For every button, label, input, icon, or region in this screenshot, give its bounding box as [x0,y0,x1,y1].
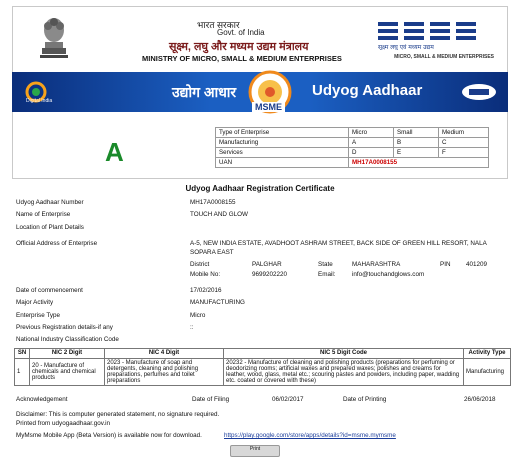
udyog-hindi-title: उद्योग आधार [172,84,237,100]
official-address-label: Official Address of Enterprise [16,240,98,247]
major-activity-label: Major Activity [16,299,54,306]
table-row: 1 20 - Manufacture of chemicals and chemical products 2023 - Manufacture of soap and detergents, cleaning and polishing preparations, perfumes and toilet preparations 20232 - Manufacture of cleaning and polishing products (preparations for perfuming or deodorizing rooms; artificial waxes and prepared waxes; polishes and creams for leather, wood, glass, metal etc.; scouring pastes and powders, including paper, wadding etc. coated or covered with these) Manufacturing [15,359,511,386]
national-emblem-icon [34,12,74,60]
commencement-value: 17/02/2016 [190,287,222,294]
header [12,8,508,70]
email-value: info@touchandglows.com [352,271,425,278]
state-value: MAHARASHTRA [352,261,401,268]
app-download-link[interactable]: https://play.google.com/store/apps/details?id=msme.mymsme [224,432,396,439]
udyog-aadhaar-banner [12,72,508,112]
pin-label: PIN [440,261,451,268]
svg-text:सूक्ष्म लघु एवं मध्यम उद्यम: सूक्ष्म लघु एवं मध्यम उद्यम [378,44,434,50]
msme-logo [378,20,488,50]
printing-date-label: Date of Printing [343,396,387,403]
email-label: Email: [318,271,336,278]
print-button[interactable]: Print [230,445,280,457]
enterprise-name-label: Name of Enterprise [16,211,71,218]
plant-location-label: Location of Plant Details [16,224,84,231]
table-row: Services D E F [216,148,489,158]
msme-badge: MSME [252,102,285,112]
pin-value: 401209 [466,261,488,268]
mobile-value: 9699202220 [252,271,288,278]
printing-date-value: 26/06/2018 [464,396,496,403]
district-value: PALGHAR [252,261,282,268]
uan-number-label: Udyog Aadhaar Number [16,199,84,206]
uan-label: UAN [216,158,349,168]
ministry-logo-icon [460,82,498,102]
table-row [216,158,489,168]
major-activity-value: MANUFACTURING [190,299,245,306]
filing-date-value: 06/02/2017 [272,396,304,403]
official-address-value: A-5, NEW INDIA ESTATE, AVADHOOT ASHRAM STREET, BACK SIDE OF GREEN HILL RESORT, NALA SOPARA EAST [190,240,487,256]
uan-value: MH17A0008155 [349,158,489,168]
enterprise-name-value: TOUCH AND GLOW [190,211,248,218]
table-header-row: SN NIC 2 Digit NIC 4 Digit NIC 5 Digit Code Activity Type [15,349,511,359]
table-row: Manufacturing A B C [216,138,489,148]
hindi-ministry-text: सूक्ष्म, लघु और मध्यम उद्यम मंत्रालय [169,41,309,53]
msme-sub-text: MICRO, SMALL & MEDIUM ENTERPRISES [394,54,494,60]
filing-date-label: Date of Filing [192,396,230,403]
commencement-label: Date of commencement [16,287,83,294]
enterprise-grade-letter: A [105,137,124,167]
disclaimer-text: Disclaimer: This is computer generated statement, no signature required. [16,411,220,418]
previous-registration-label: Previous Registration details-if any [16,324,113,331]
district-label: District [190,261,210,268]
certificate-title: Udyog Aadhaar Registration Certificate [185,184,335,193]
table-row: Type of Enterprise Micro Small Medium [216,128,489,138]
enterprise-type-value: Micro [190,312,206,319]
hindi-govt-text: भारत सरकार [197,20,240,30]
acknowledgement-label: Acknowledgement [16,396,68,403]
nic-table [14,348,511,386]
digital-india-text: Digital India [26,98,53,104]
govt-text: Govt. of India [217,28,265,37]
enterprise-type-label: Enterprise Type [16,312,60,319]
enterprise-category-table [215,127,489,168]
ministry-text: MINISTRY OF MICRO, SMALL & MEDIUM ENTERPRISES [142,54,342,63]
app-download-text: MyMsme Mobile App (Beta Version) is available now for download. [16,432,202,439]
mobile-label: Mobile No: [190,271,221,278]
udyog-english-title: Udyog Aadhaar [312,82,423,99]
state-label: State [318,261,333,268]
nic-label: National Industry Classification Code [16,336,119,343]
uan-number-value: MH17A0008155 [190,199,236,206]
previous-registration-value: :: [190,324,194,331]
printed-from-text: Printed from udyogaadhaar.gov.in [16,420,111,427]
